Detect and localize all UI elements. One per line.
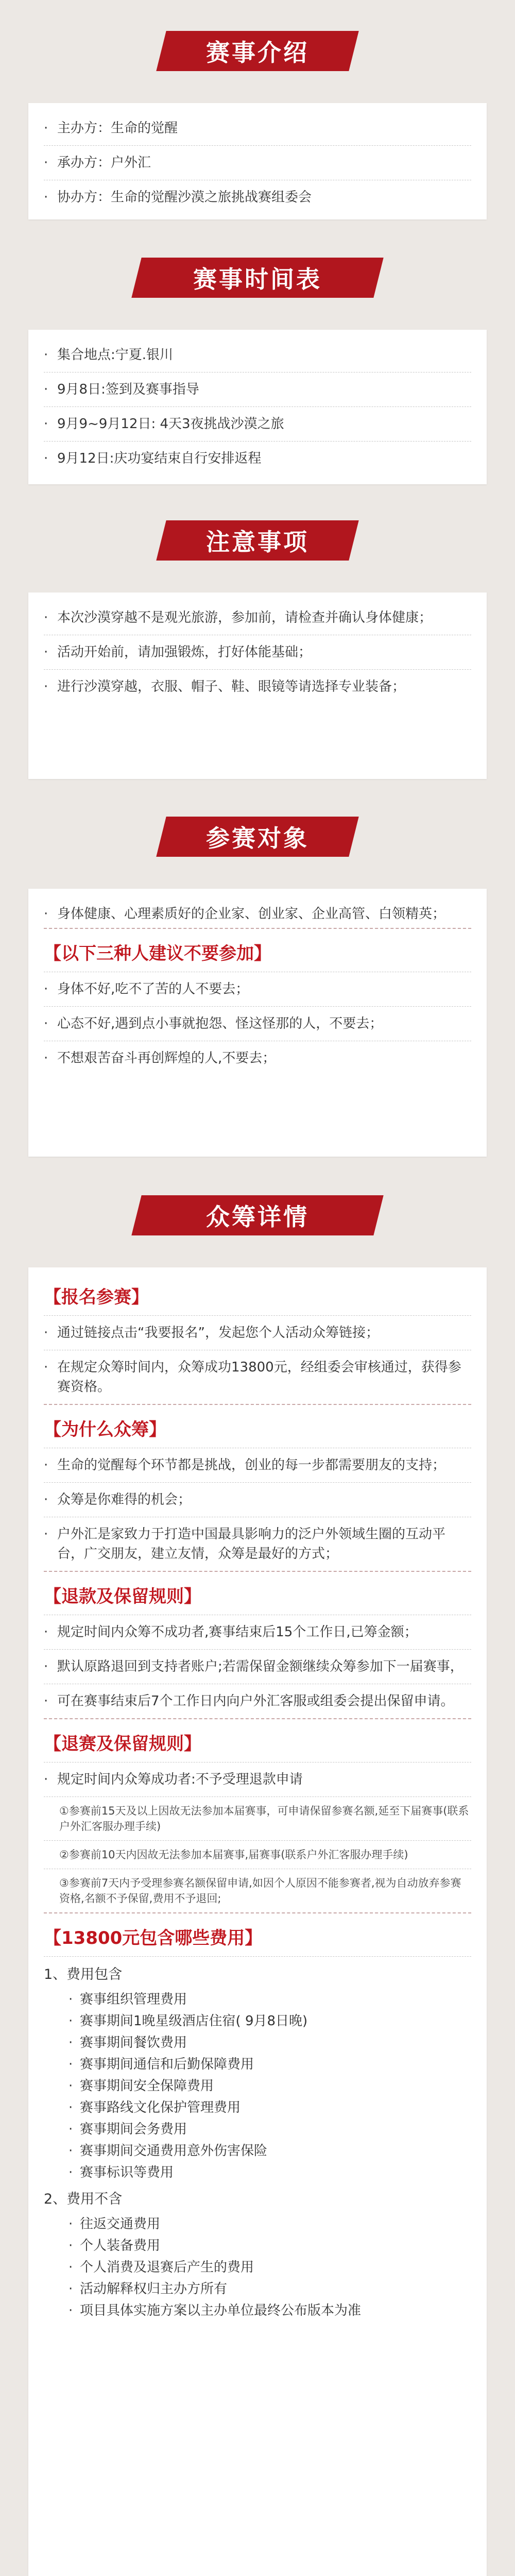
included-item: · 赛事期间餐饮费用 (68, 2035, 187, 2050)
why-item: · 户外汇是家致力于打造中国最具影响力的泛户外领域生圈的互动平台，广交朋友，建立友情，众筹是最好的方式； (44, 1527, 446, 1562)
target-card (28, 889, 487, 1157)
excluded-heading: 2、费用不含 (44, 2191, 123, 2207)
excluded-item: · 个人消费及退赛后产生的费用 (68, 2260, 254, 2275)
schedule-item: · 9月9~9月12日: 4天3夜挑战沙漠之旅 (44, 416, 284, 432)
crowd-title: 众筹详情 (206, 1203, 309, 1231)
intro-item: · 承办方：户外汇 (44, 155, 151, 171)
notes-title: 注意事项 (206, 528, 309, 556)
retreat-main: · 规定时间内众筹成功者:不予受理退款申请 (44, 1772, 303, 1787)
intro-item: · 协办方：生命的觉醒沙漠之旅挑战赛组委会 (44, 190, 312, 205)
crowd-card (28, 1267, 487, 2576)
why-heading: 【为什么众筹】 (44, 1419, 166, 1440)
notes-banner (156, 520, 358, 561)
included-item: · 赛事期间会务费用 (68, 2122, 187, 2137)
why-item: · 生命的觉醒每个环节都是挑战，创业的每一步都需要朋友的支持； (44, 1458, 446, 1473)
included-item: · 赛事期间交通费用意外伤害保险 (68, 2143, 268, 2159)
intro-item: · 主办方：生命的觉醒 (44, 121, 178, 136)
excluded-item: · 个人装备费用 (68, 2238, 161, 2253)
intro-banner (156, 31, 358, 71)
schedule-banner (131, 258, 383, 298)
included-item: · 赛事期间安全保障费用 (68, 2078, 214, 2094)
schedule-card (28, 330, 487, 484)
schedule-item: · 9月12日:庆功宴结束自行安排返程 (44, 451, 262, 466)
included-item: · 赛事期间通信和后勤保障费用 (68, 2057, 254, 2072)
included-heading: 1、费用包含 (44, 1967, 123, 1982)
retreat-heading: 【退赛及保留规则】 (44, 1734, 201, 1754)
refund-item: · 可在赛事结束后7个工作日内向户外汇客服或组委会提出保留申请。 (44, 1693, 454, 1709)
schedule-item: · 9月8日:签到及赛事指导 (44, 382, 199, 397)
signup-item: · 通过链接点击“我要报名”，发起您个人活动众筹链接； (44, 1325, 379, 1341)
target-banner (156, 817, 358, 857)
retreat-fine-item: ①参赛前15天及以上因故无法参加本届赛事，可申请保留参赛名额,延至下届赛事(联系户外汇客服办理手续) (59, 1805, 469, 1833)
why-item: · 众筹是你难得的机会； (44, 1492, 192, 1507)
not-suggested-item: · 心态不好,遇到点小事就抱怨、怪这怪那的人，不要去； (44, 1016, 383, 1031)
crowd-banner (131, 1195, 383, 1235)
refund-item: · 规定时间内众筹不成功者,赛事结束后15个工作日,已筹金额； (44, 1624, 418, 1640)
included-item: · 赛事组织管理费用 (68, 1992, 187, 2007)
intro-card (28, 103, 487, 219)
intro-title: 赛事介绍 (206, 39, 309, 66)
notes-item: · 进行沙漠穿越，衣服、帽子、鞋、眼镜等请选择专业装备； (44, 679, 406, 694)
schedule-item: · 集合地点:宁夏.银川 (44, 347, 174, 363)
notes-card (28, 592, 487, 779)
not-suggested-item: · 身体不好,吃不了苦的人不要去； (44, 981, 249, 997)
schedule-title: 赛事时间表 (193, 265, 322, 293)
retreat-fine-item: ②参赛前10天内因故无法参加本届赛事,届赛事(联系户外汇客服办理手续) (59, 1849, 408, 1861)
notes-item: · 本次沙漠穿越不是观光旅游，参加前，请检查并确认身体健康； (44, 610, 433, 625)
signup-heading: 【报名参赛】 (44, 1287, 149, 1308)
included-item: · 赛事标识等费用 (68, 2165, 174, 2180)
included-item: · 赛事期间1晚星级酒店住宿( 9月8日晚) (68, 2013, 308, 2029)
retreat-fine-item: ③参赛前7天内予受理参赛名额保留申请,如因个人原因不能参赛者,视为自动放弃参赛资格,名额不予保留,费用不予退回; (59, 1877, 461, 1905)
excluded-item: · 项目具体实施方案以主办单位最终公布版本为准 (68, 2303, 362, 2318)
notes-item: · 活动开始前，请加强锻炼，打好体能基础； (44, 645, 312, 660)
fee-heading: 【13800元包含哪些费用】 (44, 1928, 263, 1948)
target-title: 参赛对象 (206, 824, 309, 852)
not-suggested-item: · 不想艰苦奋斗再创辉煌的人,不要去； (44, 1050, 276, 1066)
target-item: · 身体健康、心理素质好的企业家、创业家、企业高管、白领精英； (44, 906, 446, 922)
signup-item: · 在规定众筹时间内，众筹成功13800元，经组委会审核通过，获得参赛资格。 (44, 1360, 461, 1395)
excluded-item: · 活动解释权归主办方所有 (68, 2281, 228, 2297)
refund-heading: 【退款及保留规则】 (44, 1586, 201, 1607)
not-suggested-heading: 【以下三种人建议不要参加】 (44, 943, 271, 964)
refund-item: · 默认原路退回到支持者账户;若需保留金额继续众筹参加下一届赛事， (44, 1659, 464, 1674)
included-item: · 赛事路线文化保护管理费用 (68, 2100, 241, 2115)
excluded-item: · 往返交通费用 (68, 2216, 161, 2232)
